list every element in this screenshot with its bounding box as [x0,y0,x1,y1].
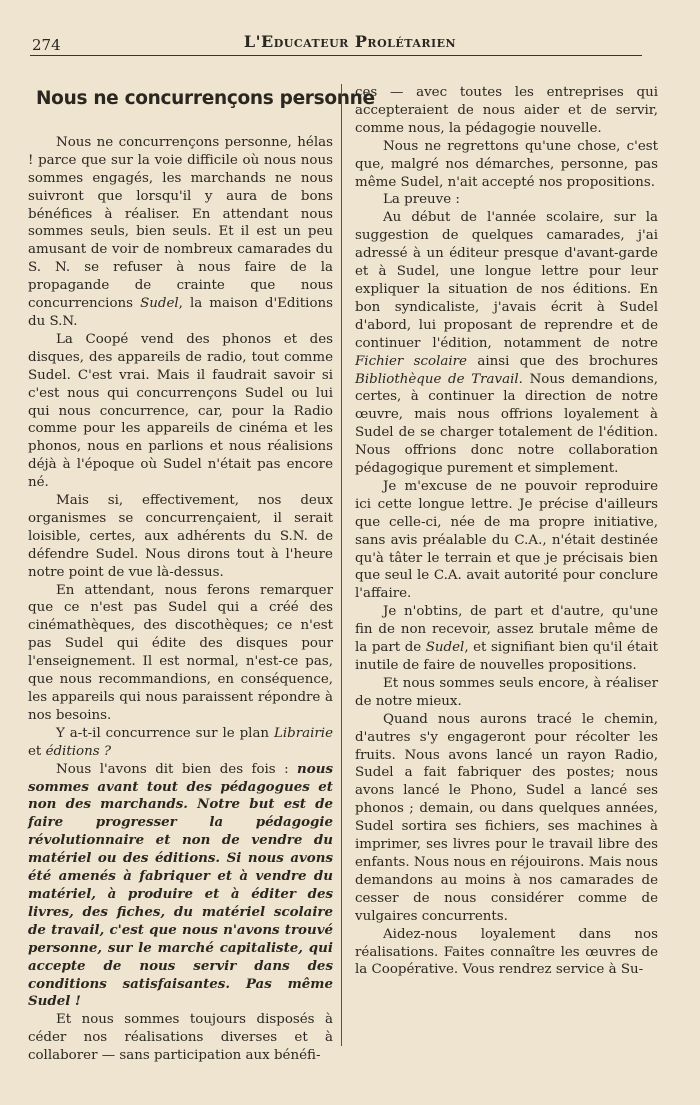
paragraph-text: Au début de l'année scolaire, sur la suggestion de quelques camarades, j'ai adressé à un éditeur presque d'avant-garde et à Sudel, une longue lettre pour leur expliquer la situation de nos éditions. En bon syndicaliste, j'avais écrit à Sudel d'abord, lui proposant de reprendre et de continuer l'édition, notamment de notre [355,210,658,351]
paragraph-text: Mais si, effectivement, nos deux organismes se concurrençaient, il serait loisible, certes, aux adhérents du S.N. de défendre Sudel. Nous dirons tout à l'heure notre point de vue là-dessus. [28,493,333,580]
paragraph-text: Et nous sommes toujours disposés à céder nos réalisations diverses et à collaborer — sans participation aux bénéfi- [28,1012,333,1064]
paragraph [28,582,333,725]
paragraph-text: Je n'obtins, de part et d'autre, qu'une fin de non recevoir, assez brutale même de la part de [355,604,658,656]
paragraph-text: Quand nous aurons tracé le chemin, d'autres s'y engageront pour récolter les fruits. Nous avons lancé un rayon Radio, Sudel a fait fabriquer des postes; nous avons lancé le Phono, Sudel a lancé ses phonos ; demain, ou dans quelques années, Sudel sortira ses fichiers, ses machines à imprimer, ses livres pour le travail libre des enfants. Nous nous en réjouirons. Mais nous demandons au moins à nos camarades de cesser de nous considérer comme de vulgaires concurrents. [355,711,658,924]
paragraph [355,478,658,603]
paragraph-text: ces — avec toutes les entreprises qui accepteraient de nous aider et de servir, comme nous, la pédagogie nouvelle. [355,85,658,136]
journal-title: L'Educateur Prolétarien [243,32,457,51]
paragraph-text: ainsi que des brochures [467,353,659,369]
article-title: Nous ne concurrençons personne [36,88,375,109]
left-column [28,84,375,1065]
title-spacer [28,108,333,134]
italic-text: éditions ? [45,743,111,759]
paragraph [355,926,658,980]
paragraph-text: Je m'excuse de ne pouvoir reproduire ici cette longue lettre. Je précise d'ailleurs que celle-ci, née de ma propre initiative, sans avis préalable du C.A., n'était destinée qu'à tâter le terrain et que je précisais bien que seul le C.A. avait autorité pour conclure l'affaire. [355,478,658,602]
italic-text: Sudel [140,296,179,312]
paragraph [28,134,333,331]
header-rule [30,55,642,56]
right-column-body [355,84,658,979]
paragraph-text: Nous l'avons dit bien des fois : [56,761,298,777]
paragraph-text: Et nous sommes seuls encore, à réaliser de notre mieux. [355,675,658,709]
paragraph-text: et [28,743,46,759]
page-number: 274 [32,36,61,54]
paragraph-text: , la maison d'Editions du S.N. [28,296,333,329]
emphasis-text: nous sommes avant tout des pédagogues et non des marchands. Notre but est de faire progresser la pédagogie révolutionnaire et non de vendre du matériel ou des éditions. Si nous avons été amenés à fabriquer et à vendre du matériel, à produire et à éditer des livres, des fiches, du matériel scolaire de travail, c'est que nous n'avons trouvé personne, sur le marché capitaliste, qui accepte de nous servir dans des conditions satisfaisantes. Pas même Sudel ! [28,760,333,1010]
paragraph [355,675,658,711]
paragraph-text: Nous demandions, certes, à continuer la direction de notre œuvre, mais nous offrions loyalement à Sudel de se charger totalement de l'édition. Nous offrions donc notre collaboration pédagogique purement et simplement. [355,371,658,477]
column-divider [341,84,342,1046]
paragraph [28,761,333,1012]
paragraph-text: Nous ne regrettons qu'une chose, c'est que, malgré nos démarches, personne, pas même Sudel, n'ait accepté nos propositions. [355,138,658,190]
paragraph [355,84,658,138]
paragraph [355,209,658,478]
paragraph-text: En attendant, nous ferons remarquer que ce n'est pas Sudel qui a créé des cinémathèques, des discothèques; ce n'est pas Sudel qui édite des disques pour l'enseignement. Il est normal, n'est-ce pas, que nous recommandions, en conséquence, les appareils qui nous paraissent répondre à nos besoins. [28,582,333,723]
paragraph [28,492,333,582]
paragraph [28,725,333,761]
paragraph-text: , et signifiant bien qu'il était inutile de faire de nouvelles propositions. [355,640,658,673]
italic-text: Sudel [425,640,465,656]
paragraph-text: Y a-t-il concurrence sur le plan [56,725,274,741]
paragraph [28,1011,333,1065]
paragraph [355,138,658,192]
paragraph [355,603,658,675]
paragraph [355,711,658,926]
italic-text: Bibliothèque de Travail. [355,371,523,387]
paragraph-text: La preuve : [383,192,460,208]
paragraph-text: Nous ne concurrençons personne, hélas ! parce que sur la voie difficile où nous nous sommes engagés, les marchands ne nous suivront que lorsqu'il y aura de bons bénéfices à réaliser. En attendant nous sommes seuls, bien seuls. Et il est un peu amusant de voir de nombreux camarades du S. N. se refuser à nous faire de la propagande de crainte que nous concurrencions [28,134,333,312]
paragraph [355,191,658,209]
paragraph-text: Aidez-nous loyalement dans nos réalisations. Faites connaître les œuvres de la Coopérative. Vous rendrez service à Su- [355,926,658,978]
paragraph-text: La Coopé vend des phonos et des disques, des appareils de radio, tout comme Sudel. C'est vrai. Mais il faudrait savoir si c'est nous qui concurrençons Sudel ou lui qui nous concurrence, car, pour la Radio comme pour les appareils de cinéma et les phonos, nous en parlions et nous réalisions déjà à l'époque où Sudel n'était pas encore né. [28,331,333,491]
left-column-body [28,134,333,1065]
paragraph [28,331,333,492]
italic-text: Librairie [273,725,333,741]
right-column [355,84,658,979]
italic-text: Fichier scolaire [355,353,467,369]
